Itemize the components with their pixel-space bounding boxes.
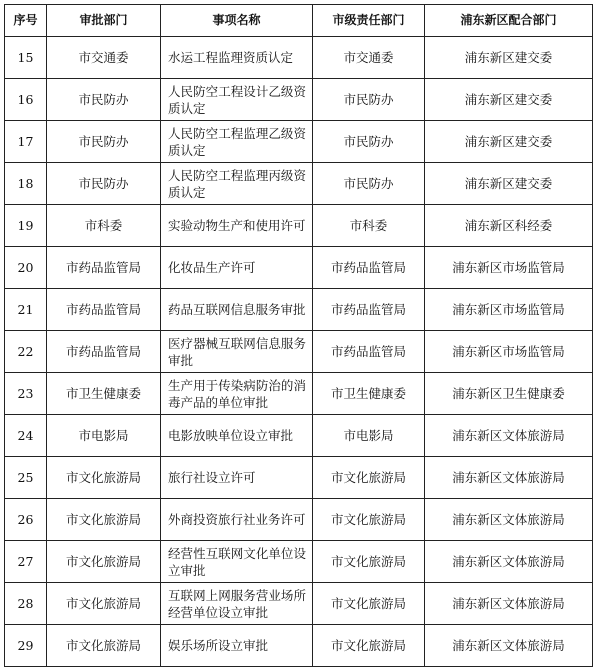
cell-item-name: 娱乐场所设立审批 xyxy=(161,625,313,667)
cell-city-dept: 市文化旅游局 xyxy=(313,541,425,583)
cell-pudong-dept: 浦东新区建交委 xyxy=(425,79,593,121)
cell-pudong-dept: 浦东新区科经委 xyxy=(425,205,593,247)
cell-city-dept: 市文化旅游局 xyxy=(313,625,425,667)
cell-approval-dept: 市药品监管局 xyxy=(47,331,161,373)
cell-serial-number: 21 xyxy=(5,289,47,331)
cell-item-name: 医疗器械互联网信息服务审批 xyxy=(161,331,313,373)
cell-pudong-dept: 浦东新区市场监管局 xyxy=(425,289,593,331)
cell-pudong-dept: 浦东新区文体旅游局 xyxy=(425,415,593,457)
cell-serial-number: 15 xyxy=(5,37,47,79)
cell-serial-number: 27 xyxy=(5,541,47,583)
cell-item-name: 外商投资旅行社业务许可 xyxy=(161,499,313,541)
cell-approval-dept: 市电影局 xyxy=(47,415,161,457)
cell-item-name: 电影放映单位设立审批 xyxy=(161,415,313,457)
cell-item-name: 水运工程监理资质认定 xyxy=(161,37,313,79)
cell-pudong-dept: 浦东新区市场监管局 xyxy=(425,331,593,373)
table-row xyxy=(5,121,593,163)
table-row xyxy=(5,331,593,373)
cell-city-dept: 市民防办 xyxy=(313,79,425,121)
cell-item-name: 生产用于传染病防治的消毒产品的单位审批 xyxy=(161,373,313,415)
cell-approval-dept: 市文化旅游局 xyxy=(47,583,161,625)
cell-city-dept: 市文化旅游局 xyxy=(313,457,425,499)
cell-pudong-dept: 浦东新区文体旅游局 xyxy=(425,499,593,541)
cell-serial-number: 16 xyxy=(5,79,47,121)
cell-approval-dept: 市民防办 xyxy=(47,79,161,121)
table-row xyxy=(5,37,593,79)
cell-item-name: 人民防空工程监理乙级资质认定 xyxy=(161,121,313,163)
table-row xyxy=(5,415,593,457)
table-row xyxy=(5,373,593,415)
table-row xyxy=(5,247,593,289)
header-approval-dept: 审批部门 xyxy=(47,5,161,37)
cell-pudong-dept: 浦东新区文体旅游局 xyxy=(425,583,593,625)
cell-city-dept: 市民防办 xyxy=(313,163,425,205)
table-row xyxy=(5,79,593,121)
cell-pudong-dept: 浦东新区建交委 xyxy=(425,163,593,205)
cell-city-dept: 市交通委 xyxy=(313,37,425,79)
table-body xyxy=(5,37,593,667)
header-pudong-cooperating-dept: 浦东新区配合部门 xyxy=(425,5,593,37)
cell-city-dept: 市民防办 xyxy=(313,121,425,163)
cell-serial-number: 19 xyxy=(5,205,47,247)
cell-serial-number: 24 xyxy=(5,415,47,457)
cell-pudong-dept: 浦东新区文体旅游局 xyxy=(425,457,593,499)
cell-serial-number: 29 xyxy=(5,625,47,667)
cell-pudong-dept: 浦东新区卫生健康委 xyxy=(425,373,593,415)
cell-city-dept: 市文化旅游局 xyxy=(313,583,425,625)
cell-city-dept: 市卫生健康委 xyxy=(313,373,425,415)
cell-approval-dept: 市科委 xyxy=(47,205,161,247)
approval-items-table xyxy=(4,4,593,667)
table-row xyxy=(5,583,593,625)
table-header xyxy=(5,5,593,37)
cell-approval-dept: 市文化旅游局 xyxy=(47,625,161,667)
table-row xyxy=(5,499,593,541)
cell-city-dept: 市药品监管局 xyxy=(313,247,425,289)
header-serial-number: 序号 xyxy=(5,5,47,37)
table-row xyxy=(5,289,593,331)
header-item-name: 事项名称 xyxy=(161,5,313,37)
cell-serial-number: 25 xyxy=(5,457,47,499)
cell-serial-number: 20 xyxy=(5,247,47,289)
cell-pudong-dept: 浦东新区文体旅游局 xyxy=(425,541,593,583)
cell-approval-dept: 市文化旅游局 xyxy=(47,499,161,541)
table-row xyxy=(5,163,593,205)
cell-item-name: 化妆品生产许可 xyxy=(161,247,313,289)
cell-city-dept: 市药品监管局 xyxy=(313,331,425,373)
table-row xyxy=(5,625,593,667)
cell-approval-dept: 市文化旅游局 xyxy=(47,457,161,499)
cell-serial-number: 17 xyxy=(5,121,47,163)
cell-city-dept: 市文化旅游局 xyxy=(313,499,425,541)
cell-approval-dept: 市民防办 xyxy=(47,121,161,163)
cell-city-dept: 市科委 xyxy=(313,205,425,247)
cell-pudong-dept: 浦东新区建交委 xyxy=(425,37,593,79)
table-row xyxy=(5,457,593,499)
cell-item-name: 旅行社设立许可 xyxy=(161,457,313,499)
cell-serial-number: 18 xyxy=(5,163,47,205)
cell-serial-number: 26 xyxy=(5,499,47,541)
header-row xyxy=(5,5,593,37)
cell-approval-dept: 市交通委 xyxy=(47,37,161,79)
cell-item-name: 互联网上网服务营业场所经营单位设立审批 xyxy=(161,583,313,625)
cell-item-name: 经营性互联网文化单位设立审批 xyxy=(161,541,313,583)
cell-pudong-dept: 浦东新区市场监管局 xyxy=(425,247,593,289)
cell-approval-dept: 市卫生健康委 xyxy=(47,373,161,415)
table-row xyxy=(5,541,593,583)
cell-item-name: 人民防空工程监理丙级资质认定 xyxy=(161,163,313,205)
cell-approval-dept: 市药品监管局 xyxy=(47,289,161,331)
cell-item-name: 药品互联网信息服务审批 xyxy=(161,289,313,331)
cell-serial-number: 28 xyxy=(5,583,47,625)
header-city-responsible-dept: 市级责任部门 xyxy=(313,5,425,37)
cell-pudong-dept: 浦东新区建交委 xyxy=(425,121,593,163)
cell-city-dept: 市药品监管局 xyxy=(313,289,425,331)
cell-serial-number: 22 xyxy=(5,331,47,373)
cell-item-name: 人民防空工程设计乙级资质认定 xyxy=(161,79,313,121)
cell-pudong-dept: 浦东新区文体旅游局 xyxy=(425,625,593,667)
table-row xyxy=(5,205,593,247)
cell-item-name: 实验动物生产和使用许可 xyxy=(161,205,313,247)
cell-approval-dept: 市药品监管局 xyxy=(47,247,161,289)
cell-city-dept: 市电影局 xyxy=(313,415,425,457)
cell-approval-dept: 市民防办 xyxy=(47,163,161,205)
cell-serial-number: 23 xyxy=(5,373,47,415)
cell-approval-dept: 市文化旅游局 xyxy=(47,541,161,583)
